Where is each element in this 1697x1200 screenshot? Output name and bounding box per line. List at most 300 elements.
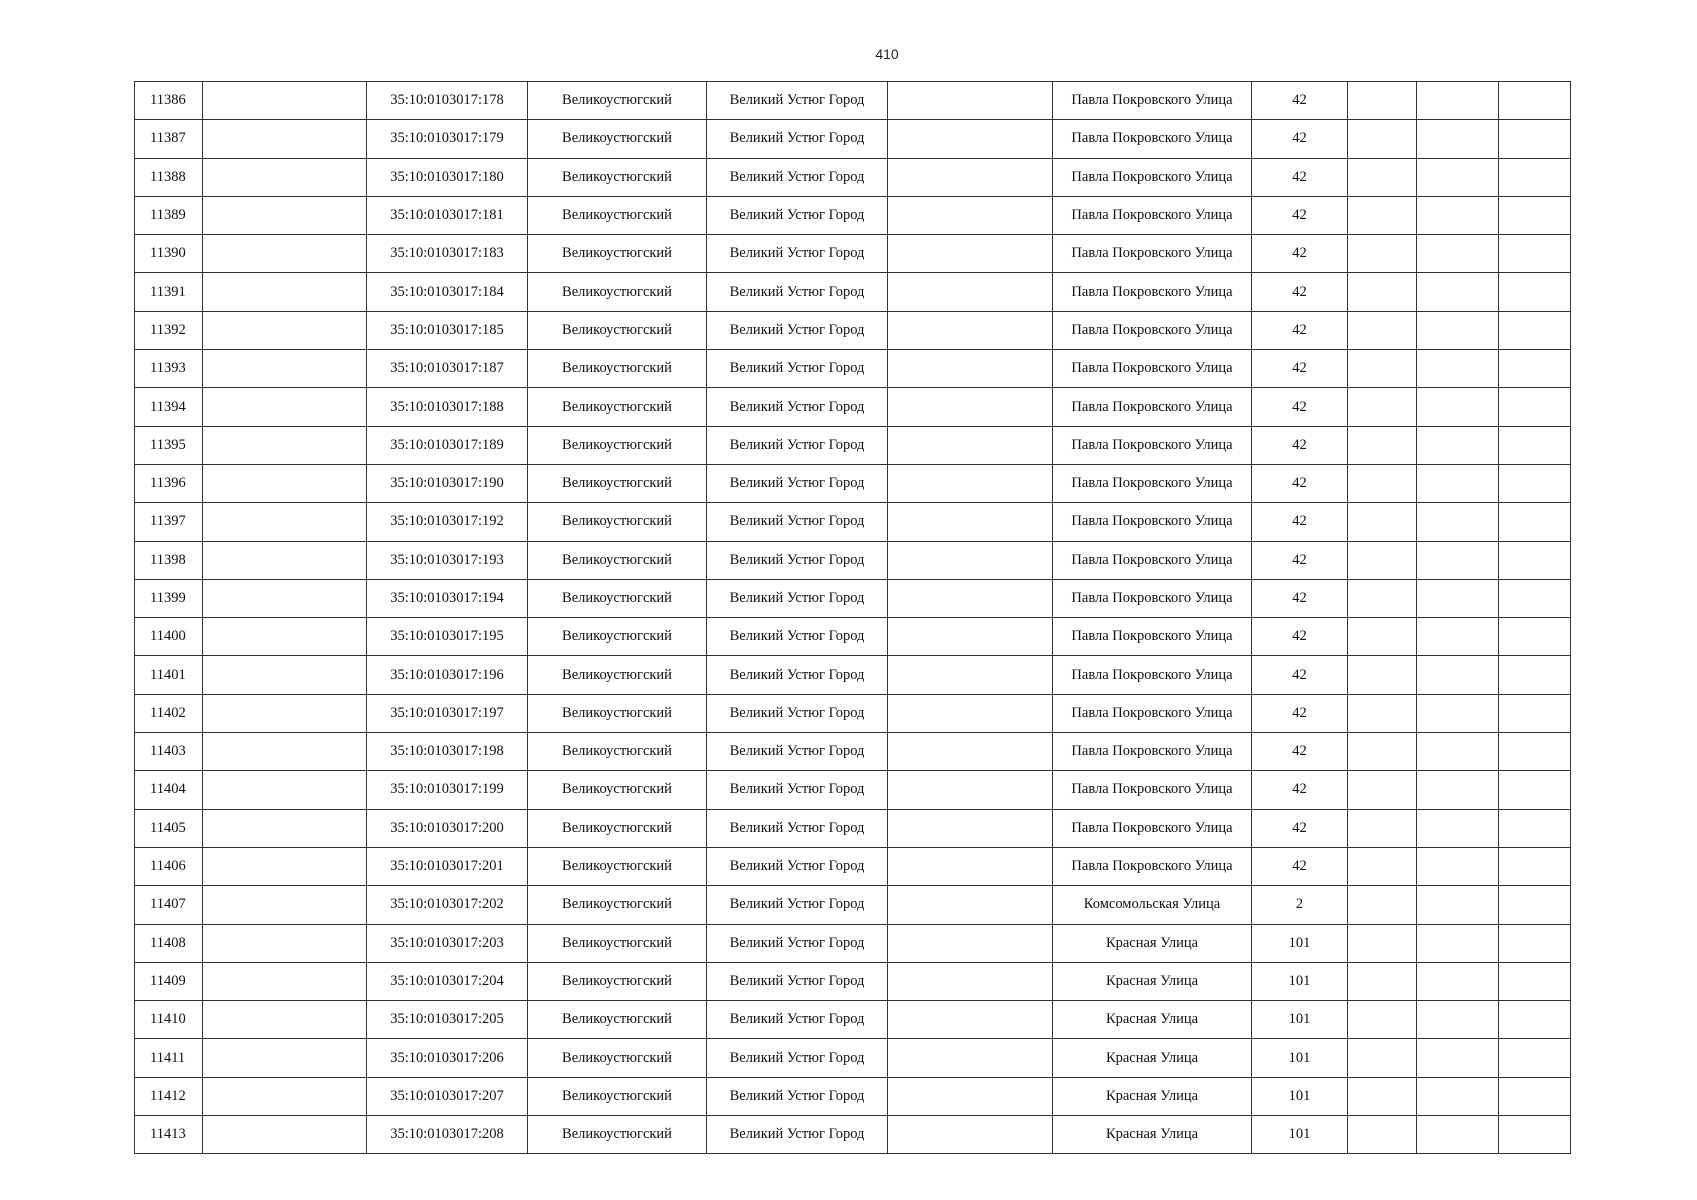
cell-house-number: 101 <box>1252 1077 1348 1115</box>
cell-record-number: 11402 <box>135 694 203 732</box>
cell-house-number: 42 <box>1252 847 1348 885</box>
cell-cadastral-number: 35:10:0103017:198 <box>367 733 528 771</box>
cell-empty <box>1417 694 1499 732</box>
cell-street: Павла Покровского Улица <box>1053 847 1252 885</box>
cell-empty <box>1348 120 1417 158</box>
cell-empty <box>1499 350 1571 388</box>
cell-empty <box>1417 235 1499 273</box>
cell-empty <box>1499 1077 1571 1115</box>
cell-empty <box>1417 656 1499 694</box>
cell-district: Великоустюгский <box>528 771 707 809</box>
cell-district: Великоустюгский <box>528 235 707 273</box>
cell-empty <box>888 82 1053 120</box>
cell-record-number: 11396 <box>135 464 203 502</box>
cell-cadastral-number: 35:10:0103017:197 <box>367 694 528 732</box>
cell-settlement: Великий Устюг Город <box>707 541 888 579</box>
cell-empty <box>203 656 367 694</box>
cell-record-number: 11403 <box>135 733 203 771</box>
cell-empty <box>888 809 1053 847</box>
cell-empty <box>203 1039 367 1077</box>
cell-empty <box>1499 962 1571 1000</box>
cell-record-number: 11412 <box>135 1077 203 1115</box>
cell-house-number: 42 <box>1252 120 1348 158</box>
cell-empty <box>1499 1001 1571 1039</box>
cell-empty <box>1417 1001 1499 1039</box>
cell-record-number: 11413 <box>135 1116 203 1154</box>
cell-empty <box>1348 579 1417 617</box>
table-row <box>135 120 1571 158</box>
cell-street: Павла Покровского Улица <box>1053 809 1252 847</box>
cell-cadastral-number: 35:10:0103017:203 <box>367 924 528 962</box>
cell-settlement: Великий Устюг Город <box>707 694 888 732</box>
cell-empty <box>1348 196 1417 234</box>
cell-empty <box>888 311 1053 349</box>
cell-district: Великоустюгский <box>528 694 707 732</box>
cell-empty <box>1499 1039 1571 1077</box>
cell-empty <box>203 350 367 388</box>
cell-settlement: Великий Устюг Город <box>707 771 888 809</box>
cell-empty <box>1348 618 1417 656</box>
table-row <box>135 579 1571 617</box>
cell-house-number: 42 <box>1252 273 1348 311</box>
cell-empty <box>203 1116 367 1154</box>
cell-empty <box>203 771 367 809</box>
cell-empty <box>1499 733 1571 771</box>
cell-cadastral-number: 35:10:0103017:181 <box>367 196 528 234</box>
cell-settlement: Великий Устюг Город <box>707 158 888 196</box>
cell-district: Великоустюгский <box>528 886 707 924</box>
cell-empty <box>888 771 1053 809</box>
cell-district: Великоустюгский <box>528 350 707 388</box>
cell-empty <box>1348 541 1417 579</box>
cell-empty <box>1348 733 1417 771</box>
cell-house-number: 101 <box>1252 1001 1348 1039</box>
cell-empty <box>203 694 367 732</box>
cell-district: Великоустюгский <box>528 579 707 617</box>
cell-empty <box>1417 924 1499 962</box>
cell-street: Павла Покровского Улица <box>1053 656 1252 694</box>
cell-district: Великоустюгский <box>528 1077 707 1115</box>
cell-house-number: 101 <box>1252 962 1348 1000</box>
cell-empty <box>888 1039 1053 1077</box>
cell-district: Великоустюгский <box>528 1001 707 1039</box>
cell-cadastral-number: 35:10:0103017:179 <box>367 120 528 158</box>
cell-cadastral-number: 35:10:0103017:180 <box>367 158 528 196</box>
cell-empty <box>1417 1039 1499 1077</box>
cell-settlement: Великий Устюг Город <box>707 82 888 120</box>
cell-settlement: Великий Устюг Город <box>707 196 888 234</box>
cell-empty <box>888 733 1053 771</box>
cell-settlement: Великий Устюг Город <box>707 350 888 388</box>
cell-house-number: 101 <box>1252 1039 1348 1077</box>
cell-cadastral-number: 35:10:0103017:194 <box>367 579 528 617</box>
cell-empty <box>203 733 367 771</box>
cell-empty <box>1348 809 1417 847</box>
cell-record-number: 11408 <box>135 924 203 962</box>
cell-district: Великоустюгский <box>528 733 707 771</box>
cell-cadastral-number: 35:10:0103017:205 <box>367 1001 528 1039</box>
cell-empty <box>1499 196 1571 234</box>
cell-empty <box>888 541 1053 579</box>
cell-settlement: Великий Устюг Город <box>707 733 888 771</box>
cell-empty <box>1417 82 1499 120</box>
cell-empty <box>888 1116 1053 1154</box>
cell-empty <box>203 235 367 273</box>
cell-empty <box>1348 464 1417 502</box>
cell-empty <box>203 311 367 349</box>
cell-record-number: 11386 <box>135 82 203 120</box>
cell-district: Великоустюгский <box>528 962 707 1000</box>
cell-empty <box>203 503 367 541</box>
cell-record-number: 11395 <box>135 426 203 464</box>
cell-district: Великоустюгский <box>528 1116 707 1154</box>
cell-cadastral-number: 35:10:0103017:208 <box>367 1116 528 1154</box>
cell-record-number: 11394 <box>135 388 203 426</box>
cell-house-number: 42 <box>1252 82 1348 120</box>
cell-settlement: Великий Устюг Город <box>707 924 888 962</box>
cell-empty <box>1417 618 1499 656</box>
cell-record-number: 11410 <box>135 1001 203 1039</box>
cell-street: Комсомольская Улица <box>1053 886 1252 924</box>
cell-settlement: Великий Устюг Город <box>707 618 888 656</box>
cell-empty <box>1348 503 1417 541</box>
cell-empty <box>1348 273 1417 311</box>
cell-cadastral-number: 35:10:0103017:185 <box>367 311 528 349</box>
cell-empty <box>1417 579 1499 617</box>
cell-empty <box>1417 847 1499 885</box>
cell-empty <box>1417 464 1499 502</box>
table-row <box>135 541 1571 579</box>
table-row <box>135 618 1571 656</box>
cell-empty <box>203 120 367 158</box>
table-row <box>135 924 1571 962</box>
cell-empty <box>1417 388 1499 426</box>
cell-empty <box>203 618 367 656</box>
cell-empty <box>203 388 367 426</box>
cell-empty <box>203 924 367 962</box>
cell-empty <box>1417 733 1499 771</box>
cell-settlement: Великий Устюг Город <box>707 235 888 273</box>
cell-house-number: 42 <box>1252 196 1348 234</box>
cell-empty <box>1417 771 1499 809</box>
cell-empty <box>1348 771 1417 809</box>
cell-street: Павла Покровского Улица <box>1053 82 1252 120</box>
cell-empty <box>1417 962 1499 1000</box>
cell-street: Павла Покровского Улица <box>1053 771 1252 809</box>
table-row <box>135 733 1571 771</box>
cell-empty <box>1348 1039 1417 1077</box>
cell-empty <box>1499 426 1571 464</box>
cell-cadastral-number: 35:10:0103017:183 <box>367 235 528 273</box>
cell-cadastral-number: 35:10:0103017:195 <box>367 618 528 656</box>
cell-empty <box>1417 809 1499 847</box>
table-row <box>135 656 1571 694</box>
cell-house-number: 42 <box>1252 464 1348 502</box>
cell-empty <box>1348 886 1417 924</box>
table-row <box>135 962 1571 1000</box>
table-row <box>135 847 1571 885</box>
cell-empty <box>203 273 367 311</box>
cell-record-number: 11392 <box>135 311 203 349</box>
cell-cadastral-number: 35:10:0103017:178 <box>367 82 528 120</box>
cell-empty <box>888 158 1053 196</box>
cell-street: Красная Улица <box>1053 1039 1252 1077</box>
table-row <box>135 809 1571 847</box>
cell-cadastral-number: 35:10:0103017:188 <box>367 388 528 426</box>
cell-empty <box>1348 426 1417 464</box>
cell-empty <box>888 120 1053 158</box>
cell-empty <box>888 503 1053 541</box>
cell-empty <box>203 196 367 234</box>
cell-empty <box>1499 694 1571 732</box>
cell-empty <box>203 158 367 196</box>
cell-street: Красная Улица <box>1053 962 1252 1000</box>
cell-empty <box>203 1001 367 1039</box>
table-body <box>135 82 1571 1154</box>
cell-empty <box>888 273 1053 311</box>
cell-empty <box>1348 1001 1417 1039</box>
cell-empty <box>1499 809 1571 847</box>
cell-empty <box>1499 886 1571 924</box>
cell-house-number: 42 <box>1252 809 1348 847</box>
cell-street: Павла Покровского Улица <box>1053 541 1252 579</box>
cell-house-number: 42 <box>1252 694 1348 732</box>
cell-cadastral-number: 35:10:0103017:192 <box>367 503 528 541</box>
cell-empty <box>203 962 367 1000</box>
cell-record-number: 11405 <box>135 809 203 847</box>
cell-district: Великоустюгский <box>528 809 707 847</box>
cell-empty <box>1417 311 1499 349</box>
cell-cadastral-number: 35:10:0103017:193 <box>367 541 528 579</box>
cell-record-number: 11391 <box>135 273 203 311</box>
cell-district: Великоустюгский <box>528 464 707 502</box>
table-row <box>135 1116 1571 1154</box>
cell-street: Павла Покровского Улица <box>1053 579 1252 617</box>
cell-street: Павла Покровского Улица <box>1053 733 1252 771</box>
cell-street: Павла Покровского Улица <box>1053 503 1252 541</box>
cell-cadastral-number: 35:10:0103017:189 <box>367 426 528 464</box>
cell-empty <box>1499 273 1571 311</box>
cell-street: Павла Покровского Улица <box>1053 196 1252 234</box>
cell-district: Великоустюгский <box>528 924 707 962</box>
cell-empty <box>1417 426 1499 464</box>
table-row <box>135 886 1571 924</box>
cell-empty <box>1417 273 1499 311</box>
cell-empty <box>888 464 1053 502</box>
cell-settlement: Великий Устюг Город <box>707 886 888 924</box>
cell-empty <box>1499 158 1571 196</box>
cell-empty <box>1348 350 1417 388</box>
cell-house-number: 42 <box>1252 311 1348 349</box>
cell-settlement: Великий Устюг Город <box>707 273 888 311</box>
cell-district: Великоустюгский <box>528 158 707 196</box>
cell-empty <box>1348 1077 1417 1115</box>
cell-empty <box>888 847 1053 885</box>
cell-record-number: 11400 <box>135 618 203 656</box>
cell-settlement: Великий Устюг Город <box>707 464 888 502</box>
cell-empty <box>1499 847 1571 885</box>
cell-house-number: 42 <box>1252 426 1348 464</box>
registry-table <box>134 81 1571 1154</box>
cell-empty <box>203 426 367 464</box>
table-row <box>135 1077 1571 1115</box>
cell-record-number: 11399 <box>135 579 203 617</box>
cell-house-number: 42 <box>1252 771 1348 809</box>
cell-settlement: Великий Устюг Город <box>707 962 888 1000</box>
cell-district: Великоустюгский <box>528 656 707 694</box>
cell-settlement: Великий Устюг Город <box>707 120 888 158</box>
cell-empty <box>1417 196 1499 234</box>
cell-empty <box>888 618 1053 656</box>
cell-house-number: 42 <box>1252 350 1348 388</box>
table-row <box>135 273 1571 311</box>
cell-district: Великоустюгский <box>528 847 707 885</box>
cell-record-number: 11389 <box>135 196 203 234</box>
cell-street: Красная Улица <box>1053 924 1252 962</box>
cell-street: Павла Покровского Улица <box>1053 350 1252 388</box>
cell-street: Павла Покровского Улица <box>1053 426 1252 464</box>
cell-street: Красная Улица <box>1053 1077 1252 1115</box>
cell-empty <box>888 579 1053 617</box>
cell-house-number: 42 <box>1252 158 1348 196</box>
cell-empty <box>1417 158 1499 196</box>
cell-empty <box>888 694 1053 732</box>
cell-empty <box>1348 924 1417 962</box>
cell-empty <box>1348 656 1417 694</box>
cell-street: Павла Покровского Улица <box>1053 158 1252 196</box>
cell-house-number: 2 <box>1252 886 1348 924</box>
cell-street: Красная Улица <box>1053 1116 1252 1154</box>
cell-record-number: 11388 <box>135 158 203 196</box>
cell-empty <box>1499 120 1571 158</box>
cell-district: Великоустюгский <box>528 120 707 158</box>
cell-settlement: Великий Устюг Город <box>707 579 888 617</box>
cell-street: Павла Покровского Улица <box>1053 388 1252 426</box>
cell-empty <box>203 1077 367 1115</box>
cell-cadastral-number: 35:10:0103017:187 <box>367 350 528 388</box>
cell-settlement: Великий Устюг Город <box>707 503 888 541</box>
cell-record-number: 11397 <box>135 503 203 541</box>
cell-empty <box>888 235 1053 273</box>
cell-empty <box>203 82 367 120</box>
cell-settlement: Великий Устюг Город <box>707 388 888 426</box>
cell-empty <box>203 541 367 579</box>
cell-house-number: 42 <box>1252 656 1348 694</box>
cell-empty <box>888 388 1053 426</box>
table-row <box>135 82 1571 120</box>
cell-district: Великоустюгский <box>528 618 707 656</box>
cell-empty <box>1499 311 1571 349</box>
cell-house-number: 101 <box>1252 1116 1348 1154</box>
cell-empty <box>1348 82 1417 120</box>
cell-cadastral-number: 35:10:0103017:200 <box>367 809 528 847</box>
cell-empty <box>1417 886 1499 924</box>
cell-empty <box>1348 158 1417 196</box>
cell-empty <box>888 962 1053 1000</box>
cell-record-number: 11387 <box>135 120 203 158</box>
cell-house-number: 42 <box>1252 388 1348 426</box>
cell-record-number: 11404 <box>135 771 203 809</box>
table-row <box>135 196 1571 234</box>
cell-record-number: 11393 <box>135 350 203 388</box>
cell-empty <box>1417 1116 1499 1154</box>
table-row <box>135 771 1571 809</box>
cell-empty <box>1348 1116 1417 1154</box>
cell-empty <box>888 924 1053 962</box>
cell-record-number: 11390 <box>135 235 203 273</box>
cell-cadastral-number: 35:10:0103017:199 <box>367 771 528 809</box>
cell-empty <box>1499 82 1571 120</box>
cell-street: Павла Покровского Улица <box>1053 464 1252 502</box>
cell-empty <box>1499 541 1571 579</box>
cell-settlement: Великий Устюг Город <box>707 1039 888 1077</box>
table-row <box>135 503 1571 541</box>
cell-house-number: 42 <box>1252 579 1348 617</box>
cell-settlement: Великий Устюг Город <box>707 1116 888 1154</box>
cell-empty <box>1348 388 1417 426</box>
cell-street: Павла Покровского Улица <box>1053 311 1252 349</box>
cell-street: Павла Покровского Улица <box>1053 618 1252 656</box>
table-row <box>135 1039 1571 1077</box>
cell-empty <box>1348 694 1417 732</box>
cell-district: Великоустюгский <box>528 82 707 120</box>
cell-empty <box>1348 962 1417 1000</box>
cell-empty <box>1348 235 1417 273</box>
cell-empty <box>1417 503 1499 541</box>
cell-house-number: 42 <box>1252 618 1348 656</box>
cell-empty <box>1499 464 1571 502</box>
table-row <box>135 1001 1571 1039</box>
cell-empty <box>203 886 367 924</box>
cell-settlement: Великий Устюг Город <box>707 809 888 847</box>
cell-record-number: 11411 <box>135 1039 203 1077</box>
cell-district: Великоустюгский <box>528 388 707 426</box>
cell-cadastral-number: 35:10:0103017:196 <box>367 656 528 694</box>
table-row <box>135 694 1571 732</box>
cell-empty <box>1499 503 1571 541</box>
cell-settlement: Великий Устюг Город <box>707 1077 888 1115</box>
cell-cadastral-number: 35:10:0103017:190 <box>367 464 528 502</box>
cell-record-number: 11407 <box>135 886 203 924</box>
cell-cadastral-number: 35:10:0103017:206 <box>367 1039 528 1077</box>
cell-cadastral-number: 35:10:0103017:184 <box>367 273 528 311</box>
table-row <box>135 388 1571 426</box>
cell-empty <box>888 1001 1053 1039</box>
cell-empty <box>1499 579 1571 617</box>
cell-empty <box>888 196 1053 234</box>
cell-district: Великоустюгский <box>528 541 707 579</box>
cell-district: Великоустюгский <box>528 1039 707 1077</box>
cell-cadastral-number: 35:10:0103017:201 <box>367 847 528 885</box>
cell-empty <box>1417 120 1499 158</box>
cell-record-number: 11406 <box>135 847 203 885</box>
cell-settlement: Великий Устюг Город <box>707 847 888 885</box>
cell-empty <box>203 809 367 847</box>
cell-empty <box>888 426 1053 464</box>
cell-house-number: 42 <box>1252 541 1348 579</box>
cell-cadastral-number: 35:10:0103017:207 <box>367 1077 528 1115</box>
cell-empty <box>203 464 367 502</box>
table-row <box>135 311 1571 349</box>
table-row <box>135 426 1571 464</box>
cell-empty <box>888 656 1053 694</box>
cell-district: Великоустюгский <box>528 196 707 234</box>
cell-street: Павла Покровского Улица <box>1053 120 1252 158</box>
cell-empty <box>203 847 367 885</box>
cell-house-number: 42 <box>1252 503 1348 541</box>
cell-house-number: 101 <box>1252 924 1348 962</box>
table-row <box>135 464 1571 502</box>
